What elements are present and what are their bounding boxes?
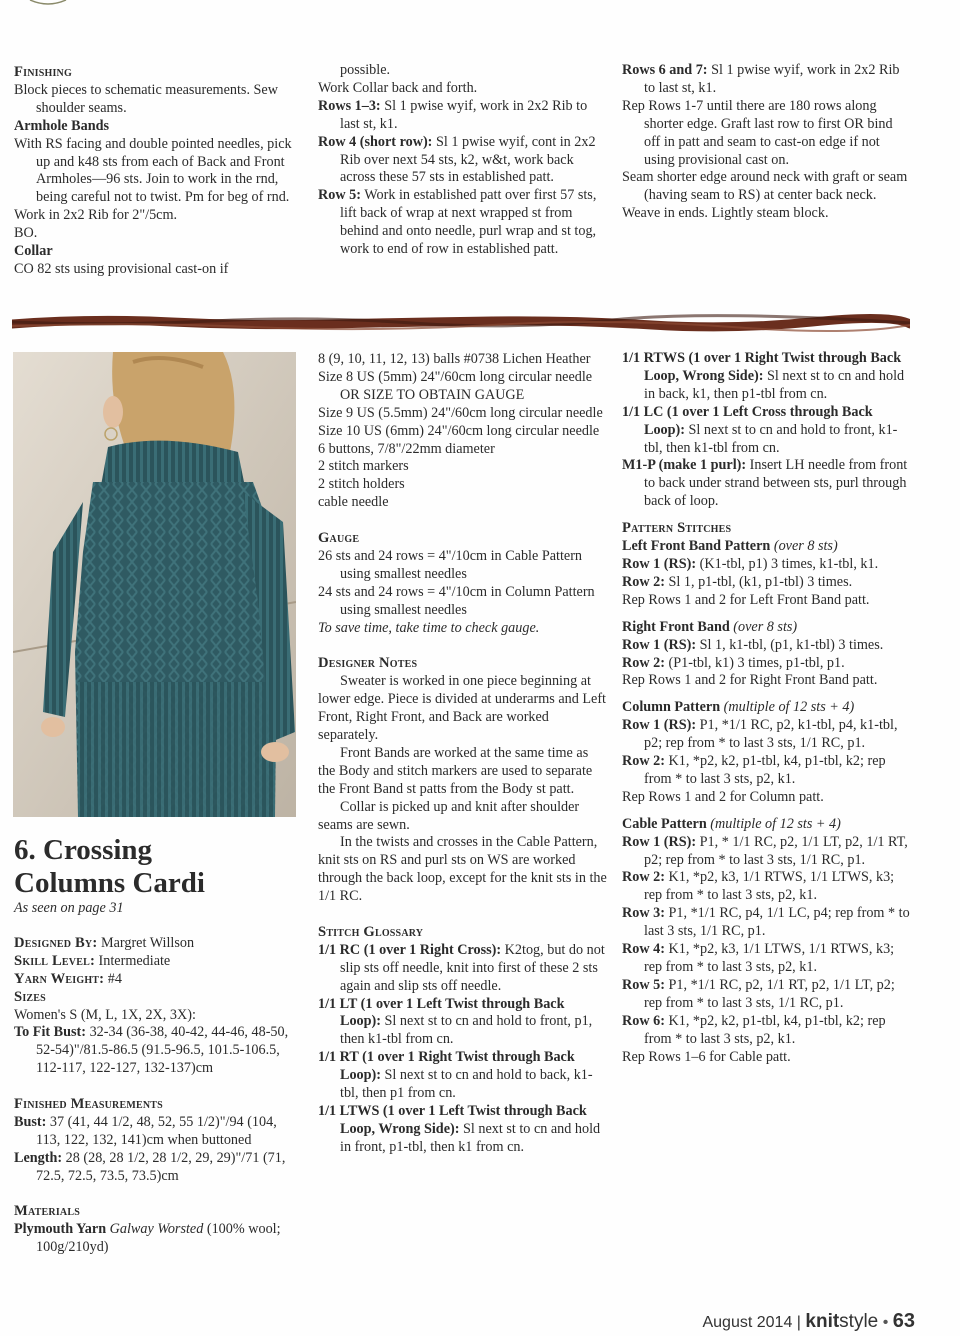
line-text: K2tog, but do not slip sts off needle, knit into first of these 2 sts again and slip sts off needle. (340, 941, 605, 994)
stitch-pattern-heading (622, 619, 914, 637)
material-line (318, 458, 608, 476)
instruction-line (622, 637, 914, 655)
info-label: Skill Level: (14, 952, 95, 969)
instruction-text: P1, *1/1 RC, p2, 1/1 RT, p2, 1/1 LT, p2; rep from * to last 3 sts, 1/1 RC, p1. (644, 976, 895, 1011)
material-line (318, 476, 608, 494)
info-label: Yarn Weight: (14, 970, 105, 987)
spacer (318, 906, 608, 924)
instruction-text: P1, *1/1 RC, p4, 1/1 LC, p4; rep from * to last 3 sts, 1/1 RC, p1. (644, 905, 910, 940)
info-line (14, 1221, 304, 1257)
instruction-line (622, 789, 914, 807)
text-block (14, 207, 304, 225)
spacer (622, 610, 914, 619)
pattern-multiple: (over 8 sts) (770, 538, 838, 555)
material-line (318, 423, 608, 441)
instruction-text: Insert LH needle from front to back under strand between sts, purl through back of loop. (644, 457, 908, 510)
line-text: Size 9 US (5.5mm) 24"/60cm long circular needle (318, 404, 603, 421)
text-block (14, 261, 304, 279)
note-paragraph: Front Bands are worked at the same time as the Body and stitch markers are used to separate the Front Band st patts from the Body st patt. (318, 744, 593, 797)
material-line (318, 996, 608, 1050)
text-block (318, 98, 608, 134)
text-block (622, 62, 912, 98)
text-content: Armhole Bands (14, 117, 109, 134)
spacer (318, 512, 608, 530)
section-heading: Gauge (318, 530, 360, 547)
text-content: Seam shorter edge around neck with graft or seam (having seam to RS) at center back neck. (622, 169, 908, 204)
line-text: 26 sts and 24 rows = 4"/10cm in Cable Pattern using smallest needles (318, 547, 583, 582)
pattern-title-line2: Columns Cardi (14, 867, 205, 899)
text-block (14, 82, 304, 118)
pattern-name: Left Front Band Pattern (622, 538, 771, 555)
pattern-stitches-column (622, 350, 914, 1066)
info-value: Margret Willson (97, 934, 195, 951)
info-line (14, 1007, 304, 1025)
text-block (622, 98, 912, 170)
info-value: 32-34 (36-38, 40-42, 44-46, 48-50, 52-54)"/81.5-86.5 (91.5-96.5, 101.5-106.5, 112-117, 122-127, 132-137)cm (36, 1024, 289, 1077)
note-paragraph: In the twists and crosses in the Cable Pattern, knit sts on RS and purl sts on WS are worked through the back loop, except for the knit sts in the 1/1 RC. (318, 834, 607, 905)
pattern-name: Right Front Band (622, 618, 730, 635)
glossary-term: 1/1 LTWS (1 over 1 Left Twist through Back Loop, Wrong Side): (318, 1103, 587, 1137)
instruction-text: Rep Rows 1 and 2 for Right Front Band patt. (622, 672, 878, 689)
row-label: Row 1 (RS): (622, 717, 697, 734)
text-content: Weave in ends. Lightly steam block. (622, 205, 829, 222)
text-block (318, 80, 608, 98)
note-paragraph: Sweater is worked in one piece beginning at lower edge. Piece is divided at underarms and Left Front, Right Front, and Back are worked separately. (318, 673, 606, 743)
row-label: Row 2: (622, 753, 665, 770)
row-label: Rows 6 and 7: (622, 62, 708, 78)
info-line (14, 1096, 304, 1114)
row-label: Row 5: (318, 187, 361, 204)
collar-column (318, 62, 608, 259)
line-text: 6 buttons, 7/8"/22mm diameter (318, 440, 495, 457)
text-content: Work in established patt over first 57 sts, lift back of wrap at next wrapped st from behind and onto needle, purl wrap and st tog, work to end of row in established patt. (340, 187, 597, 258)
page-footer (560, 1310, 915, 1333)
row-label: Rows 1–3: (318, 97, 381, 114)
text-content: Rep Rows 1-7 until there are 180 rows along shorter edge. Graft last row to first OR bind off in patt and seam to cast-on edge if not using provisional cast on. (622, 97, 893, 168)
row-label: 1/1 LC (1 over 1 Left Cross through Back Loop): (622, 403, 873, 438)
instruction-line (622, 717, 914, 753)
instruction-line (622, 869, 914, 905)
text-content: Sl 1 pwise wyif, cont in 2x2 Rib over next 54 sts, k2, w&t, work back across these 57 sts in established patt. (340, 133, 596, 186)
issue-date: August 2014 (702, 1314, 793, 1331)
section-heading: Designer Notes (318, 655, 418, 672)
info-label: Plymouth Yarn (14, 1221, 107, 1238)
text-content: Work in 2x2 Rib for 2"/5cm. (14, 207, 178, 224)
materials-gauge-column (318, 351, 608, 1157)
instruction-text: K1, *p2, k2, p1-tbl, k4, p1-tbl, k2; rep from * to last 3 sts, p2, k1. (644, 1012, 886, 1047)
instruction-line (622, 834, 914, 870)
spacer (14, 1078, 304, 1096)
line-text: Size 8 US (5mm) 24"/60cm long circular needle OR SIZE TO OBTAIN GAUGE (318, 368, 593, 403)
text-block (622, 205, 912, 223)
text-content: CO 82 sts using provisional cast-on if (14, 260, 229, 277)
spacer (622, 511, 914, 520)
instruction-line (622, 905, 914, 941)
instruction-text: Sl next st to cn and hold in back, k1, then p1-tbl from cn. (644, 367, 905, 402)
pattern-info-column (14, 834, 304, 1257)
line-text: Sl next st to cn and hold to back, k1-tbl, then p1 from cn. (340, 1067, 593, 1102)
stitch-pattern-heading (622, 699, 914, 717)
magazine-brand-bold: knit (805, 1311, 840, 1332)
info-value: (100% wool; 100g/210yd) (36, 1221, 281, 1256)
instruction-text: P1, *1/1 RC, p2, k1-tbl, p4, k1-tbl, p2; rep from * to last 3 sts, 1/1 RC, p1. (644, 717, 898, 752)
seen-on-page: As seen on page 31 (14, 900, 124, 916)
material-line (318, 548, 608, 584)
info-label: Designed By: (14, 934, 98, 951)
page-number: 63 (892, 1310, 915, 1332)
text-content: Block pieces to schematic measurements. Sew shoulder seams. (14, 81, 278, 116)
instruction-text: Sl 1, k1-tbl, (p1, k1-tbl) 3 times. (696, 636, 884, 653)
info-label: Bust: (14, 1113, 47, 1130)
note-paragraph: Collar is picked up and knit after shoulder seams are sewn. (318, 798, 580, 833)
text-content: BO. (14, 225, 38, 242)
spacer (622, 807, 914, 816)
text-content: Sl 1 pwise wyif, work in 2x2 Rib to last st, k1. (644, 62, 900, 96)
text-block (14, 243, 304, 261)
row-label: M1-P (make 1 purl): (622, 457, 747, 474)
decorative-swirl (28, 0, 68, 6)
material-line (318, 351, 608, 369)
instruction-line (622, 753, 914, 789)
instruction-line (622, 404, 914, 458)
glossary-term: 1/1 LT (1 over 1 Left Twist through Back Loop): (318, 995, 565, 1030)
instruction-text: P1, * 1/1 RC, p2, 1/1 LT, p2, 1/1 RT, p2; rep from * to last 3 sts, 1/1 RC, p1. (644, 833, 908, 868)
text-block (318, 134, 608, 188)
row-label: Row 4 (short row): (318, 133, 433, 150)
line-text: cable needle (318, 494, 389, 511)
line-text: Size 10 US (6mm) 24"/60cm long circular needle (318, 422, 600, 439)
instruction-line (622, 941, 914, 977)
info-label: Length: (14, 1149, 63, 1166)
gauge-note: To save time, take time to check gauge. (318, 619, 540, 636)
text-block (14, 225, 304, 243)
pattern-multiple: (multiple of 12 sts + 4) (720, 699, 855, 716)
finishing-column (14, 64, 304, 279)
instruction-text: Sl next st to cn and hold to front, k1-tbl, then k1-tbl from cn. (644, 421, 898, 456)
info-value: Intermediate (95, 952, 171, 969)
instruction-line (622, 574, 914, 592)
row-label: Row 4: (622, 941, 665, 958)
pattern-name: Column Pattern (622, 699, 721, 716)
info-label: Finished Measurements (14, 1096, 163, 1113)
material-line (318, 494, 608, 512)
footer-bullet: • (878, 1314, 893, 1331)
material-line (318, 1103, 608, 1157)
instruction-text: Rep Rows 1–6 for Cable patt. (622, 1048, 791, 1065)
instruction-line (622, 457, 914, 511)
material-line (318, 369, 608, 405)
row-label: Row 1 (RS): (622, 555, 697, 572)
spacer (14, 1186, 304, 1204)
line-text: 2 stitch holders (318, 476, 405, 493)
text-block (14, 136, 304, 208)
material-line (318, 405, 608, 423)
yarn-divider (12, 312, 910, 334)
row-label: Row 2: (622, 573, 665, 590)
section-heading: Stitch Glossary (318, 923, 424, 940)
instruction-text: Rep Rows 1 and 2 for Column patt. (622, 788, 824, 805)
info-line (14, 935, 304, 953)
instruction-text: (P1-tbl, k1) 3 times, p1-tbl, p1. (664, 654, 845, 671)
text-content: Sl 1 pwise wyif, work in 2x2 Rib to last st, k1. (340, 97, 588, 132)
info-line (14, 1150, 304, 1186)
info-label: Materials (14, 1203, 80, 1220)
text-block (14, 64, 304, 82)
row-label: Row 6: (622, 1012, 665, 1029)
material-line (318, 1049, 608, 1103)
instruction-line (622, 1049, 914, 1067)
row-label: Row 2: (622, 654, 665, 671)
section-heading: Pattern Stitches (622, 520, 732, 537)
pattern-name: Cable Pattern (622, 815, 707, 832)
instruction-text: K1, *p2, k2, p1-tbl, k4, p1-tbl, k2; rep from * to last 3 sts, p2, k1. (644, 753, 886, 787)
info-line (14, 1203, 304, 1221)
instruction-line (622, 592, 914, 610)
text-content: possible. (340, 62, 391, 78)
instruction-line (622, 655, 914, 673)
text-block (318, 62, 608, 80)
instruction-text: Sl 1, p1-tbl, (k1, p1-tbl) 3 times. (664, 573, 853, 590)
row-label: Row 1 (RS): (622, 833, 697, 850)
pattern-title-line1: 6. Crossing (14, 834, 153, 866)
material-line (318, 441, 608, 459)
text-block (14, 118, 304, 136)
info-label: Sizes (14, 988, 46, 1005)
info-value: Women's S (M, L, 1X, 2X, 3X): (14, 1006, 196, 1023)
spacer (318, 637, 608, 655)
footer-separator: | (792, 1314, 806, 1331)
instruction-text: (K1-tbl, p1) 3 times, k1-tbl, k1. (696, 555, 879, 572)
info-line (14, 953, 304, 971)
stitch-pattern-heading (622, 816, 914, 834)
info-line (14, 1114, 304, 1150)
info-italic: Galway Worsted (109, 1221, 204, 1238)
instruction-text: K1, *p2, k3, 1/1 LTWS, 1/1 RTWS, k3; rep from * to last 3 sts, p2, k1. (644, 941, 895, 975)
info-value: #4 (104, 970, 122, 987)
instruction-line (622, 556, 914, 574)
line-text: 8 (9, 10, 11, 12, 13) balls #0738 Lichen Heather (318, 351, 591, 367)
line-text: 24 sts and 24 rows = 4"/10cm in Column Pattern using smallest needles (318, 583, 595, 618)
text-content: Work Collar back and forth. (318, 79, 478, 96)
material-line (318, 584, 608, 620)
info-value: 28 (28, 28 1/2, 28 1/2, 29, 29)"/71 (71, 72.5, 72.5, 73.5, 73.5)cm (36, 1149, 286, 1184)
info-line (14, 989, 304, 1007)
finishing-continued-column (622, 62, 912, 223)
info-value: 37 (41, 44 1/2, 48, 52, 55 1/2)"/94 (104, 113, 122, 132, 141)cm when buttoned (36, 1113, 277, 1148)
row-label: Row 2: (622, 869, 665, 886)
stitch-pattern-heading (622, 538, 914, 556)
text-content: With RS facing and double pointed needles, pick up and k48 sts from each of Back and Front Armholes—96 sts. Join to work in the rnd, being careful not to twist. Pm for beg of rnd. (14, 135, 292, 206)
text-block (318, 187, 608, 259)
pattern-multiple: (over 8 sts) (729, 618, 798, 635)
instruction-line (622, 672, 914, 690)
pattern-multiple: (multiple of 12 sts + 4) (706, 815, 841, 832)
info-line (14, 971, 304, 989)
instruction-text: Rep Rows 1 and 2 for Left Front Band patt. (622, 591, 870, 608)
spacer (622, 690, 914, 699)
text-content: Collar (14, 243, 53, 260)
row-label: 1/1 RTWS (1 over 1 Right Twist through Back Loop, Wrong Side): (622, 350, 902, 384)
magazine-brand-light: style (839, 1311, 879, 1332)
row-label: Row 5: (622, 976, 665, 993)
sweater-photo (13, 352, 296, 817)
glossary-term: 1/1 RT (1 over 1 Right Twist through Back Loop): (318, 1049, 575, 1084)
line-text: 2 stitch markers (318, 458, 409, 475)
info-label: To Fit Bust: (14, 1024, 87, 1041)
text-block (622, 169, 912, 205)
row-label: Row 1 (RS): (622, 636, 697, 653)
glossary-term: 1/1 RC (1 over 1 Right Cross): (318, 941, 502, 958)
instruction-text: K1, *p2, k3, 1/1 RTWS, 1/1 LTWS, k3; rep from * to last 3 sts, p2, k1. (644, 869, 895, 904)
text-content: Finishing (14, 64, 72, 80)
material-line (318, 942, 608, 996)
instruction-line (622, 1013, 914, 1049)
line-text: Sl next st to cn and hold in front, p1-tbl, then k1 from cn. (340, 1120, 601, 1155)
line-text: Sl next st to cn and hold to front, p1, then k1-tbl from cn. (340, 1013, 593, 1048)
row-label: Row 3: (622, 905, 665, 922)
instruction-line (622, 350, 914, 404)
instruction-line (622, 977, 914, 1013)
info-line (14, 1024, 304, 1078)
